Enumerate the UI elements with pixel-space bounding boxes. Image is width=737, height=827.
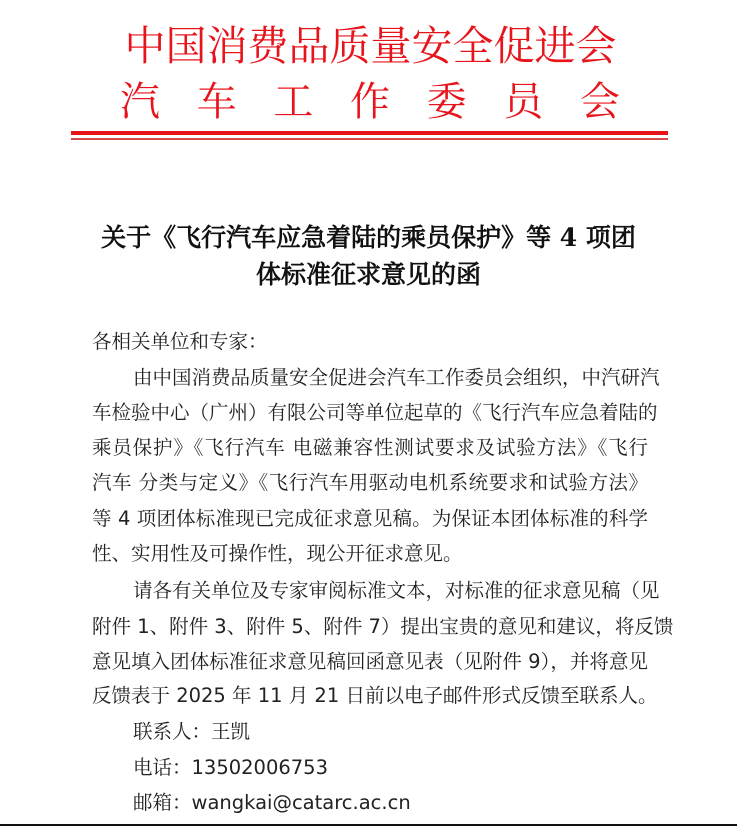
- letterhead-char: 车: [196, 79, 237, 125]
- paragraph1-line: 由中国消费品质量安全促进会汽车工作委员会组织，中汽研汽: [133, 366, 660, 389]
- paragraph1-line: 乘员保护》《飞行汽车 电磁兼容性测试要求及试验方法》《飞行: [92, 436, 648, 459]
- letterhead-char: 员: [503, 79, 544, 125]
- page-bottom-border: [0, 824, 737, 826]
- letterhead-char: 作: [349, 79, 390, 125]
- contact-person: 联系人：王凯: [133, 720, 251, 743]
- paragraph2-line: 意见填入团体标准征求意见稿回函意见表（见附件 9），并将意见: [92, 650, 648, 673]
- paragraph1-line: 等 4 项团体标准现已完成征求意见稿。为保证本团体标准的科学: [92, 507, 648, 530]
- letterhead-rule-thick: [71, 131, 668, 135]
- document-title-line1: 关于《飞行汽车应急着陆的乘员保护》等 4 项团: [101, 223, 636, 252]
- paragraph2-line: 附件 1、附件 3、附件 5、附件 7）提出宝贵的意见和建议，将反馈: [92, 615, 674, 638]
- letterhead-char: 汽: [120, 79, 160, 125]
- document-title-line2: 体标准征求意见的函: [255, 260, 481, 289]
- letterhead-committee-name: [120, 76, 620, 128]
- paragraph1-line: 性、实用性及可操作性，现公开征求意见。: [92, 542, 463, 565]
- paragraph1-line: 车检验中心（广州）有限公司等单位起草的《飞行汽车应急着陆的: [92, 401, 658, 424]
- letterhead-char: 委: [426, 79, 467, 125]
- contact-email[interactable]: 邮箱：wangkai@catarc.ac.cn: [133, 791, 411, 814]
- letterhead-org-name: 中国消费品质量安全促进会: [124, 22, 617, 70]
- paragraph1-line: 汽车 分类与定义》《飞行汽车用驱动电机系统要求和试验方法》: [92, 471, 648, 494]
- letterhead-char: 会: [579, 79, 620, 125]
- contact-phone: 电话：13502006753: [133, 756, 328, 779]
- salutation: 各相关单位和专家：: [92, 330, 268, 353]
- letterhead-rule-thin: [71, 138, 668, 140]
- paragraph2-line: 请各有关单位及专家审阅标准文本，对标准的征求意见稿（见: [133, 579, 660, 602]
- letterhead-char: 工: [273, 79, 314, 125]
- paragraph2-line: 反馈表于 2025 年 11 月 21 日前以电子邮件形式反馈至联系人。: [92, 684, 658, 707]
